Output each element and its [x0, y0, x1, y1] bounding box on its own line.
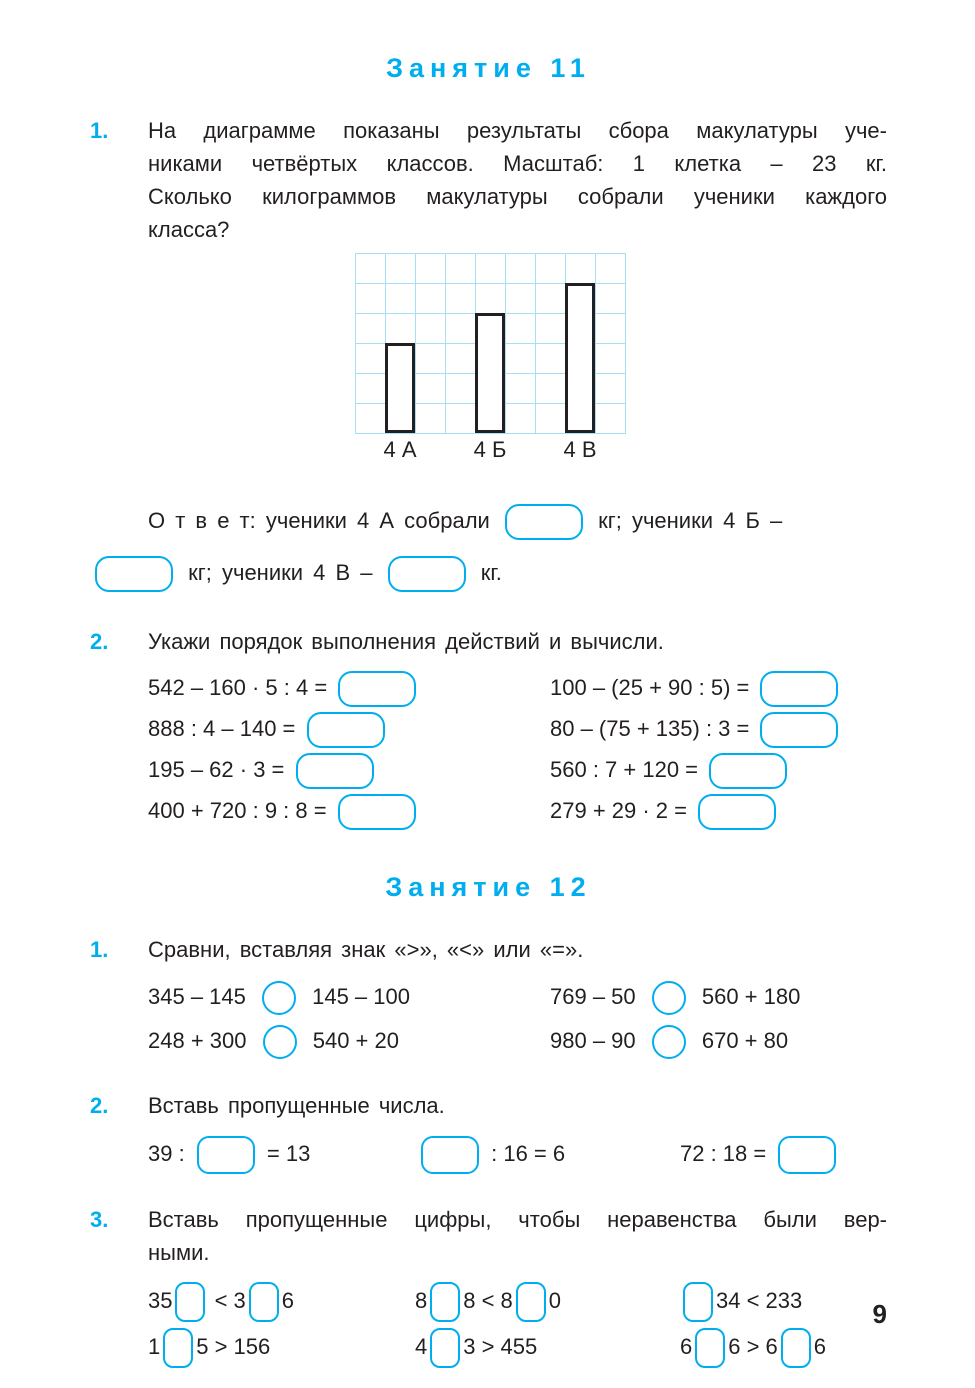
task-11-1-text [148, 114, 887, 246]
equation [550, 790, 887, 831]
bar-label: 4 В [563, 437, 597, 462]
text-segment: кг. [470, 560, 502, 585]
equation-answer-blank[interactable] [338, 671, 416, 707]
digit-inequality [415, 1324, 680, 1370]
task-12-3 [90, 1203, 887, 1370]
answer-blank[interactable] [388, 556, 466, 592]
equation [148, 749, 550, 790]
equations-grid [148, 667, 887, 831]
missing-number-equation [148, 1131, 415, 1177]
text-segment: 670 + 80 [695, 1028, 789, 1053]
digit-puzzles-grid [148, 1278, 887, 1370]
text-segment: 6 [813, 1334, 827, 1359]
comparison-sign-blank[interactable] [262, 981, 296, 1015]
text-segment: 100 – (25 + 90 : 5) = [550, 675, 756, 700]
task-11-2-number: 2. [90, 629, 109, 654]
equation-answer-blank[interactable] [698, 794, 776, 830]
task-11-2-prompt: Укажи порядок выполнения действий и вычисли. [148, 629, 664, 654]
text-segment: 4 [415, 1334, 428, 1359]
task-11-1 [90, 114, 887, 599]
text-segment: 888 : 4 – 140 = [148, 716, 302, 741]
chart-bar [475, 313, 505, 433]
text-segment: 35 [148, 1288, 173, 1313]
text-segment: 8 [415, 1288, 428, 1313]
comparison-sign-blank[interactable] [652, 1025, 686, 1059]
task-12-2 [90, 1089, 887, 1177]
digit-inequality [680, 1278, 887, 1324]
missing-digit-blank[interactable] [430, 1328, 460, 1368]
text-segment: 1 [148, 1334, 161, 1359]
task-12-3-prompt [148, 1203, 887, 1269]
text-segment: 5 > 156 [196, 1334, 271, 1359]
task-12-1 [90, 933, 887, 1063]
digit-inequality [680, 1324, 887, 1370]
bar-label: 4 Б [473, 437, 507, 462]
comparison [148, 975, 550, 1019]
task-11-2 [90, 625, 887, 831]
text-segment: 39 : [148, 1141, 191, 1166]
text-segment: 145 – 100 [305, 984, 410, 1009]
missing-digit-blank[interactable] [695, 1328, 725, 1368]
text-line: Сколько килограммов макулатуры собрали ученики каждого [148, 184, 887, 209]
comparison [148, 1019, 550, 1063]
answer-line [90, 495, 887, 599]
missing-number-equation [415, 1131, 680, 1177]
bar-label: 4 А [383, 437, 417, 462]
digit-inequality [148, 1278, 415, 1324]
comparisons-grid [148, 975, 887, 1063]
equation-answer-blank[interactable] [760, 671, 838, 707]
text-segment: 195 – 62 · 3 = [148, 757, 291, 782]
task-12-3-body [148, 1203, 887, 1370]
text-line: Вставь пропущенные цифры, чтобы неравенства были вер- [148, 1207, 887, 1232]
missing-number-equation [680, 1131, 887, 1177]
missing-number-blank[interactable] [778, 1136, 836, 1174]
text-segment: 6 > 6 [728, 1334, 778, 1359]
text-segment: 80 – (75 + 135) : 3 = [550, 716, 756, 741]
text-segment: 560 + 180 [695, 984, 801, 1009]
text-segment: < 3 [208, 1288, 246, 1313]
missing-digit-blank[interactable] [430, 1282, 460, 1322]
comparison [550, 1019, 887, 1063]
equation [550, 708, 887, 749]
task-12-1-number: 1. [90, 937, 109, 962]
text-line: На диаграмме показаны результаты сбора макулатуры уче- [148, 118, 887, 143]
text-line: никами четвёртых классов. Масштаб: 1 клетка – 23 кг. [148, 151, 887, 176]
task-12-1-prompt: Сравни, вставляя знак «>», «<» или «=». [148, 937, 584, 962]
task-12-1-body [148, 933, 887, 1063]
text-segment: = 13 [260, 1141, 311, 1166]
equation [148, 708, 550, 749]
text-segment: 72 : 18 = [680, 1141, 773, 1166]
text-segment: 540 + 20 [306, 1028, 399, 1053]
answer-blank[interactable] [95, 556, 173, 592]
text-segment: кг; ученики 4 Б – [587, 508, 783, 533]
lesson-11-title: Занятие 11 [386, 53, 591, 83]
text-segment: 400 + 720 : 9 : 8 = [148, 798, 333, 823]
equation [550, 749, 887, 790]
text-segment: 6 [680, 1334, 693, 1359]
missing-number-blank[interactable] [421, 1136, 479, 1174]
digit-inequality [415, 1278, 680, 1324]
paper-collection-bar-chart [355, 253, 625, 467]
missing-digit-blank[interactable] [175, 1282, 205, 1322]
answer-blank[interactable] [505, 504, 583, 540]
text-segment: 542 – 160 · 5 : 4 = [148, 675, 334, 700]
chart-category-labels [355, 437, 625, 467]
text-line: ными. [148, 1240, 210, 1265]
text-line: класса? [148, 217, 230, 242]
digit-inequality [148, 1324, 415, 1370]
task-11-1-body [148, 114, 887, 599]
text-segment: 769 – 50 [550, 984, 642, 1009]
task-12-2-number: 2. [90, 1093, 109, 1118]
equation-answer-blank[interactable] [709, 753, 787, 789]
missing-digit-blank[interactable] [683, 1282, 713, 1322]
missing-digit-blank[interactable] [781, 1328, 811, 1368]
chart-bar [565, 283, 595, 433]
lesson-12-title: Занятие 12 [385, 872, 592, 902]
text-segment: 6 [281, 1288, 295, 1313]
comparison-sign-blank[interactable] [652, 981, 686, 1015]
text-segment: 248 + 300 [148, 1028, 253, 1053]
text-segment: 345 – 145 [148, 984, 252, 1009]
task-11-2-body [148, 625, 887, 831]
missing-numbers-row [148, 1131, 887, 1177]
text-segment: 279 + 29 · 2 = [550, 798, 694, 823]
comparison-sign-blank[interactable] [263, 1025, 297, 1059]
text-segment: кг; ученики 4 В – [178, 560, 383, 585]
equation [148, 667, 550, 708]
text-segment: 0 [548, 1288, 562, 1313]
missing-digit-blank[interactable] [163, 1328, 193, 1368]
task-12-2-body [148, 1089, 887, 1177]
equation [148, 790, 550, 831]
equation-answer-blank[interactable] [338, 794, 416, 830]
equation-answer-blank[interactable] [760, 712, 838, 748]
text-segment: 8 < 8 [463, 1288, 513, 1313]
equation [550, 667, 887, 708]
comparison [550, 975, 887, 1019]
page-number: 9 [872, 1299, 887, 1329]
text-segment: 560 : 7 + 120 = [550, 757, 705, 782]
chart-bar [385, 343, 415, 433]
missing-digit-blank[interactable] [516, 1282, 546, 1322]
task-12-2-prompt: Вставь пропущенные числа. [148, 1093, 445, 1118]
text-segment: 980 – 90 [550, 1028, 642, 1053]
equation-answer-blank[interactable] [296, 753, 374, 789]
text-segment: 34 < 233 [716, 1288, 803, 1313]
chart-grid [355, 253, 626, 434]
text-segment: : 16 = 6 [485, 1141, 566, 1166]
missing-digit-blank[interactable] [249, 1282, 279, 1322]
text-segment: О т в е т: ученики 4 А собрали [148, 508, 500, 533]
text-segment: 3 > 455 [463, 1334, 538, 1359]
task-12-3-number: 3. [90, 1207, 109, 1232]
missing-number-blank[interactable] [197, 1136, 255, 1174]
task-11-1-number: 1. [90, 118, 109, 143]
equation-answer-blank[interactable] [307, 712, 385, 748]
